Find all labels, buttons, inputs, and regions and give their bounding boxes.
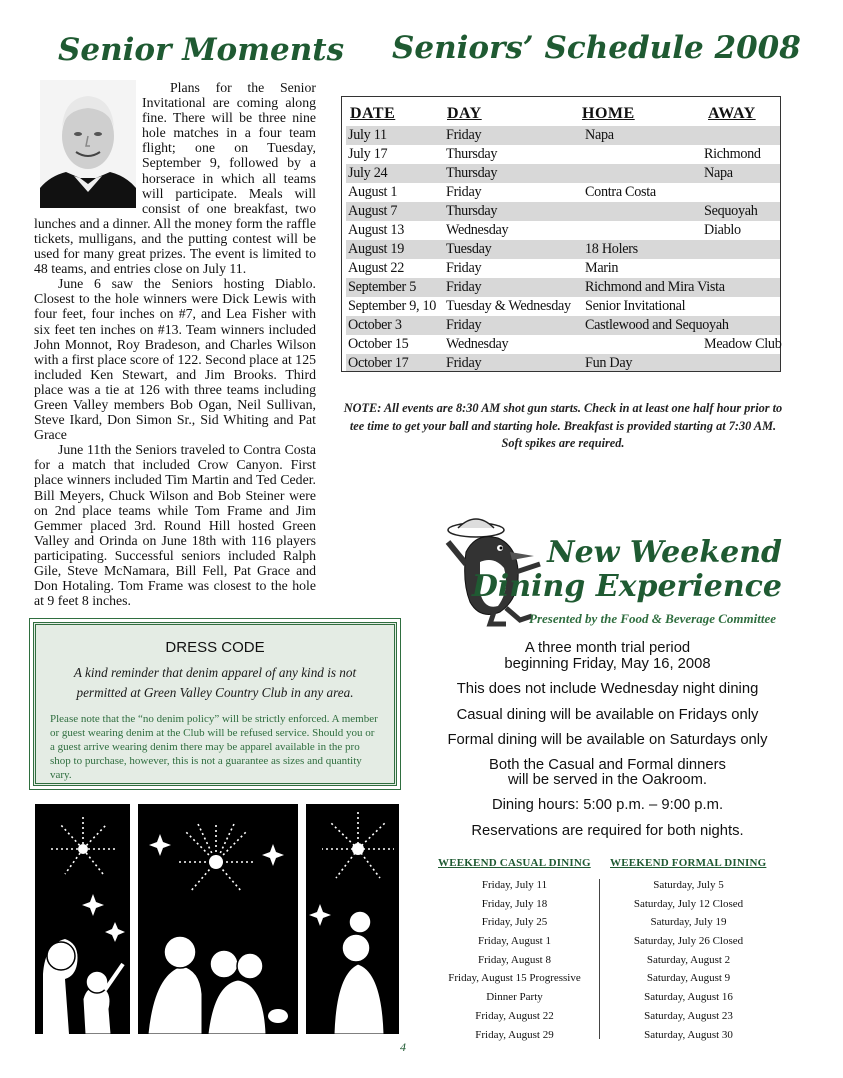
casual-dining-list [422,876,607,1044]
row-day: Wednesday [446,222,509,238]
list-item: Saturday, August 16 [644,991,733,1004]
row-home: Senior Invitational [585,298,686,314]
list-item: Saturday, August 30 [644,1028,733,1041]
schedule-row [346,316,780,335]
schedule-row [346,354,780,371]
list-item: Friday, August 15 Progressive [448,972,581,985]
schedule-row [346,164,780,183]
row-date: September 5 [348,279,417,295]
row-date: August 22 [348,260,405,276]
schedule-header-home: HOME [582,105,635,122]
list-item: Saturday, July 12 Closed [633,897,744,910]
dining-line: Formal dining will be available on Saturdays only [447,732,768,748]
list-item: Friday, August 8 [478,953,551,966]
dining-line: A three month trial period [524,640,691,656]
dining-line: Both the Casual and Formal dinners [489,757,726,773]
schedule-row [346,145,780,164]
row-home: Fun Day [585,355,633,371]
formal-dining-list [596,876,781,1044]
casual-dining-title: WEEKEND CASUAL DINING [438,857,591,869]
schedule-row [346,278,780,297]
row-day: Thursday [446,146,498,162]
row-away: Sequoyah [704,203,758,219]
schedule-row [346,202,780,221]
list-item: Saturday, August 23 [644,1009,733,1022]
dining-subtitle: Presented by the Food & Beverage Committee [529,611,776,626]
row-home: Marin [585,260,619,276]
row-day: Friday [446,317,482,333]
row-date: October 17 [348,355,409,371]
row-day: Thursday [446,165,498,181]
schedule-row [346,297,780,316]
row-day: Friday [446,184,482,200]
dining-line: Reservations are required for both nights. [471,823,744,839]
row-date: August 19 [348,241,405,257]
list-item: Friday, August 29 [475,1028,554,1041]
formal-dining-title: WEEKEND FORMAL DINING [610,857,767,869]
row-day: Thursday [446,203,498,219]
schedule-title: Seniors’ Schedule 2008 [392,30,801,66]
dining-line: will be served in the Oakroom. [507,772,708,788]
schedule-header-away: AWAY [708,105,756,122]
schedule-row [346,240,780,259]
row-home: Richmond and Mira Vista [585,279,725,295]
row-date: August 1 [348,184,398,200]
dining-line: This does not include Wednesday night dining [456,681,759,697]
row-home: Contra Costa [585,184,656,200]
senior-paragraph-1: Plans for the Senior Invitational are coming along fine. There will be three nine hole matches in a four team flight; one on Tuesday, September 9, followed by a horserace in which all teams will participate. Meals will consist of one breakfast, two lunches and a dinner. All the money form the raffle tickets, mulligans, and the putting contest will be used for many great prizes. The event is limited to 48 teams, and entries close on July 11. [34,80,316,277]
senior-paragraph-2: June 6 saw the Seniors hosting Diablo. Closest to the hole winners were Dick Lewis with four feet, four inches on #7, and Lea Fisher with six feet ten inches on #13. Team winners included John Monnot, Roy Bradeson, and Charles Wilson with a first place score of 122. Second place at 125 included Ken Stewart, and Jim Brooks. Third place was a tie at 126 with three teams including Green Valley members Bob Ogan, Neil Sullivan, Steve Ikard, Don Simon Sr., Sid Whiting and Pat Grace [34,276,316,443]
list-item: Saturday, July 5 [653,879,724,891]
dining-line: Casual dining will be available on Fridays only [456,707,759,723]
list-item: Saturday, August 9 [646,972,731,985]
list-item: Friday, July 11 [481,879,548,891]
row-date: July 11 [348,127,387,143]
dining-line: Dining hours: 5:00 p.m. – 9:00 p.m. [491,797,724,813]
fireworks-illustration-left [35,804,130,1034]
dining-line: beginning Friday, May 16, 2008 [504,656,711,672]
list-item: Dinner Party [486,991,543,1004]
row-away: Richmond [704,146,761,162]
list-item: Friday, August 22 [475,1009,554,1022]
dining-title-line2: Dining Experience [471,569,782,604]
row-day: Friday [446,260,482,276]
row-home: 18 Holers [585,241,638,257]
row-date: September 9, 10 [348,298,437,314]
dress-code-title: DRESS CODE [165,639,265,656]
list-item: Saturday, July 19 [650,916,727,929]
row-date: October 3 [348,317,402,333]
row-date: August 7 [348,203,398,219]
schedule-row [346,183,780,202]
row-day: Wednesday [446,336,509,352]
dress-code-fine-print: Please note that the “no denim policy” will be strictly enforced. A member or guest wearing denim at the Club will be refused service. Should you or a guest arrive wearing denim there may be apparel available in the pro shop to purchase, however, this is not a guarantee as sizes and quantity vary. [50,713,378,781]
fireworks-illustration-right [306,804,399,1034]
row-date: August 13 [348,222,405,238]
row-day: Friday [446,355,482,371]
senior-moments-article [34,80,316,608]
dining-title-line1: New Weekend [547,535,782,570]
dining-title [460,536,782,604]
schedule-note: NOTE: All events are 8:30 AM shot gun starts. Check in at least one half hour prior to tee time to get your ball and starting hole. Breakfast is provided starting at 7:30 AM. Soft spikes are required. [343,401,783,450]
schedule-header-date: DATE [350,105,396,122]
list-item: Saturday, August 2 [646,953,731,966]
dress-code-box [33,622,397,786]
senior-paragraph-3: June 11th the Seniors traveled to Contra Costa for a match that included Crow Canyon. First place winners included Tim Martin and Ted Ceder. Bill Meyers, Chuck Wilson and Bob Steiner were on 2nd place teams while Tom Frame and Jim Gemmer placed 3rd. Round Hill hosted Green Valley and Orinda on June 18th with 116 players participating. Successful seniors included Ralph Gile, Steve McNamara, Bill Fell, Pat Grace and Don Hotaling. Tom Frame was closest to the hole at 9 feet 8 inches. [34,442,316,609]
schedule-row [346,335,780,354]
schedule-table [341,96,781,372]
schedule-row [346,259,780,278]
row-away: Diablo [704,222,741,238]
row-home: Napa [585,127,614,143]
page-number: 4 [400,1040,406,1054]
list-item: Friday, August 1 [478,935,551,948]
row-day: Friday [446,127,482,143]
list-item: Saturday, July 26 Closed [633,935,744,948]
row-date: October 15 [348,336,409,352]
row-day: Friday [446,279,482,295]
list-item: Friday, July 25 [481,916,548,929]
schedule-header-day: DAY [447,105,482,122]
schedule-row [346,126,780,145]
row-day: Tuesday & Wednesday [446,298,571,314]
row-day: Tuesday [446,241,492,257]
list-item: Friday, July 18 [481,897,548,910]
row-home: Castlewood and Sequoyah [585,317,729,333]
row-away: Meadow Club [704,336,782,352]
senior-moments-title: Senior Moments [58,32,345,68]
fireworks-illustration-center [138,804,298,1034]
dress-code-note: A kind reminder that denim apparel of any kind is not permitted at Green Valley Country Club in any area. [73,665,357,700]
row-date: July 24 [348,165,388,181]
row-away: Napa [704,165,733,181]
row-date: July 17 [348,146,388,162]
schedule-row [346,221,780,240]
